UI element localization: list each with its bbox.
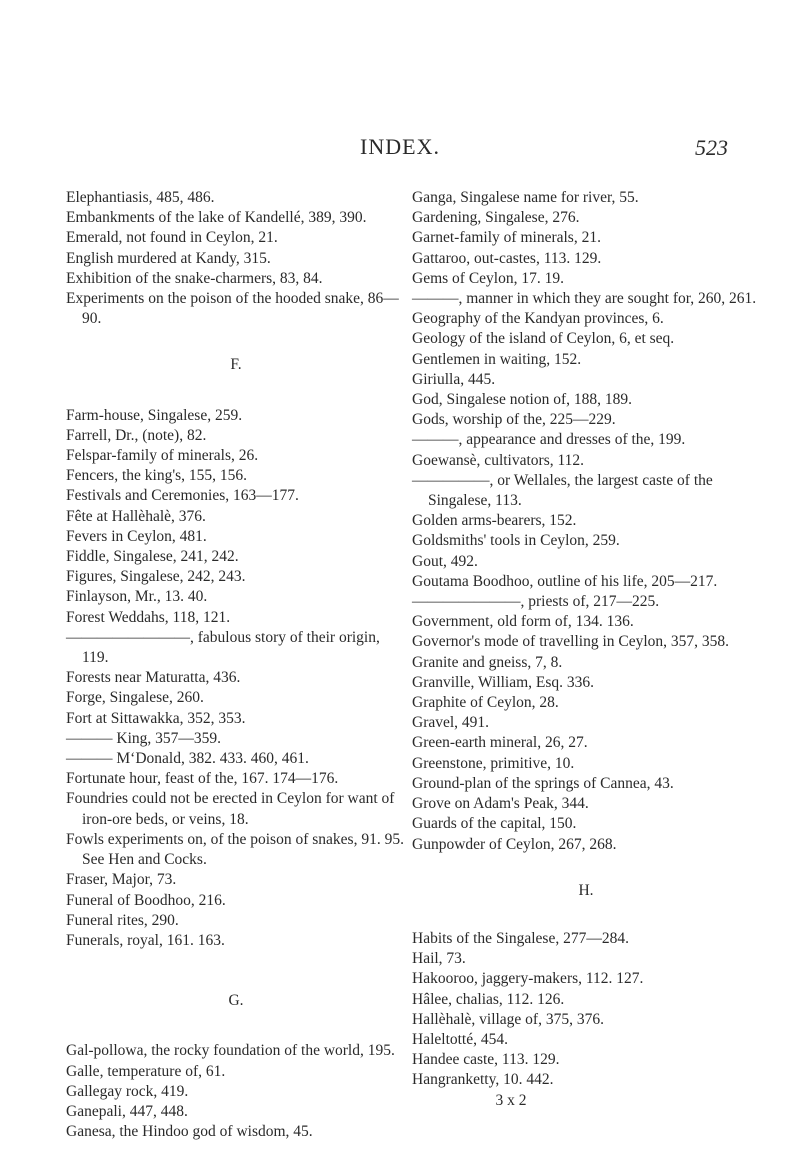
index-entry: Green-earth mineral, 26, 27. xyxy=(412,734,588,752)
index-entry: Gal-pollowa, the rocky foundation of the world, 195. xyxy=(66,1042,395,1060)
index-entry: Goldsmiths' tools in Ceylon, 259. xyxy=(412,532,620,550)
index-entry: Festivals and Ceremonies, 163—177. xyxy=(66,487,299,505)
index-entry: Finlayson, Mr., 13. 40. xyxy=(66,588,208,606)
index-entry: Gunpowder of Ceylon, 267, 268. xyxy=(412,835,617,853)
index-entry: Farrell, Dr., (note), 82. xyxy=(66,426,207,444)
index-entry: English murdered at Kandy, 315. xyxy=(66,249,271,267)
index-entry: Elephantiasis, 485, 486. xyxy=(66,189,215,206)
index-entry: Hakooroo, jaggery-makers, 112. 127. xyxy=(412,970,644,988)
index-entry: Hail, 73. xyxy=(412,950,466,968)
index-entry: Fête at Hallèhalè, 376. xyxy=(66,507,206,525)
section-letter-f: F. xyxy=(230,356,242,374)
index-entry: Haleltotté, 454. xyxy=(412,1030,508,1048)
index-entry: Gentlemen in waiting, 152. xyxy=(412,350,582,368)
left-column xyxy=(66,188,406,1142)
index-entry: Goutama Boodhoo, outline of his life, 205—217. xyxy=(412,572,718,590)
index-entry: Embankments of the lake of Kandellé, 389, 390. xyxy=(66,209,367,227)
index-entry: —————, or Wellales, the largest caste of the Singalese, 113. xyxy=(412,471,713,510)
index-entry: Fowls experiments on, of the poison of snakes, 91. 95. See Hen and Cocks. xyxy=(66,830,404,869)
index-entry: Hallèhalè, village of, 375, 376. xyxy=(412,1010,604,1028)
index-entry: Fencers, the king's, 155, 156. xyxy=(66,467,248,485)
entries-h xyxy=(412,929,760,1091)
index-entry: Funeral rites, 290. xyxy=(66,911,179,929)
index-entry: Fraser, Major, 73. xyxy=(66,871,177,889)
section-letter-h: H. xyxy=(578,881,594,899)
index-entry: Granite and gneiss, 7, 8. xyxy=(412,653,563,671)
page-title: INDEX. xyxy=(360,134,440,159)
index-entry: Funeral of Boodhoo, 216. xyxy=(66,891,226,909)
entries-f xyxy=(66,406,406,951)
index-entry: Graphite of Ceylon, 28. xyxy=(412,694,559,712)
index-entry: Farm-house, Singalese, 259. xyxy=(66,406,243,424)
index-entry: Geology of the island of Ceylon, 6, et seq. xyxy=(412,330,675,348)
entries-g-cont xyxy=(412,188,760,855)
index-entry: Greenstone, primitive, 10. xyxy=(412,754,575,772)
signature-mark: 3 x 2 xyxy=(495,1091,527,1109)
index-entry: Handee caste, 113. 129. xyxy=(412,1051,560,1069)
index-entry: Golden arms-bearers, 152. xyxy=(412,512,577,530)
index-entry: ————————, fabulous story of their origin, 119. xyxy=(66,628,380,667)
index-entry: Giriulla, 445. xyxy=(412,370,496,388)
index-entry: Ganesa, the Hindoo god of wisdom, 45. xyxy=(66,1123,313,1141)
index-entry: Funerals, royal, 161. 163. xyxy=(66,931,225,949)
index-entry: Experiments on the poison of the hooded snake, 86—90. xyxy=(66,290,399,328)
entries-e xyxy=(66,188,406,329)
index-entry: ——— King, 357—359. xyxy=(66,729,221,747)
index-entry: Gems of Ceylon, 17. 19. xyxy=(412,269,564,287)
page-number: 523 xyxy=(695,135,728,160)
index-entry: Forests near Maturatta, 436. xyxy=(66,669,241,687)
index-entry: Fiddle, Singalese, 241, 242. xyxy=(66,548,239,566)
index-entry: Garnet-family of minerals, 21. xyxy=(412,229,601,247)
index-entry: Gravel, 491. xyxy=(412,714,490,732)
index-entry: Foundries could not be erected in Ceylon for want of iron-ore beds, or veins, 18. xyxy=(66,790,395,828)
index-entry: Gout, 492. xyxy=(412,552,478,570)
index-entry: ———, manner in which they are sought for, 260, 261. xyxy=(412,290,757,308)
index-entry: Figures, Singalese, 242, 243. xyxy=(66,568,246,586)
index-entry: ——— M‘Donald, 382. 433. 460, 461. xyxy=(66,750,309,768)
index-entry: Hangranketty, 10. 442. xyxy=(412,1071,554,1089)
index-entry: Habits of the Singalese, 277—284. xyxy=(412,929,629,947)
index-entry: Felspar-family of minerals, 26. xyxy=(66,447,259,465)
index-entry: Grove on Adam's Peak, 344. xyxy=(412,795,589,813)
index-entry: Gods, worship of the, 225—229. xyxy=(412,411,616,429)
section-letter-g: G. xyxy=(228,992,244,1010)
index-entry: God, Singalese notion of, 188, 189. xyxy=(412,391,632,409)
index-entry: Gattaroo, out-castes, 113. 129. xyxy=(412,249,602,267)
index-entry: Galle, temperature of, 61. xyxy=(66,1062,226,1080)
index-entry: Exhibition of the snake-charmers, 83, 84. xyxy=(66,269,323,287)
index-entry: Government, old form of, 134. 136. xyxy=(412,613,634,631)
index-entry: Hâlee, chalias, 112. 126. xyxy=(412,990,565,1008)
index-entry: Forest Weddahs, 118, 121. xyxy=(66,608,231,626)
index-entry: Gardening, Singalese, 276. xyxy=(412,209,580,227)
index-entry: Ganga, Singalese name for river, 55. xyxy=(412,189,639,206)
index-entry: ———, appearance and dresses of the, 199. xyxy=(412,431,686,449)
index-entry: Forge, Singalese, 260. xyxy=(66,689,204,707)
index-entry: Goewansè, cultivators, 112. xyxy=(412,451,585,469)
index-entry: Granville, William, Esq. 336. xyxy=(412,673,595,691)
index-entry: Geography of the Kandyan provinces, 6. xyxy=(412,310,664,328)
right-column xyxy=(412,188,760,1111)
index-entry: Ganepali, 447, 448. xyxy=(66,1102,188,1120)
index-entry: Fevers in Ceylon, 481. xyxy=(66,527,207,545)
index-entry: Gallegay rock, 419. xyxy=(66,1082,189,1100)
index-entry: Guards of the capital, 150. xyxy=(412,815,577,833)
index-entry: Fort at Sittawakka, 352, 353. xyxy=(66,709,246,727)
index-entry: Ground-plan of the springs of Cannea, 43. xyxy=(412,774,674,792)
index-entry: ———————, priests of, 217—225. xyxy=(412,593,660,611)
index-entry: Governor's mode of travelling in Ceylon, 357, 358. xyxy=(412,633,730,651)
index-entry: Emerald, not found in Ceylon, 21. xyxy=(66,229,278,247)
index-entry: Fortunate hour, feast of the, 167. 174—176. xyxy=(66,770,339,788)
